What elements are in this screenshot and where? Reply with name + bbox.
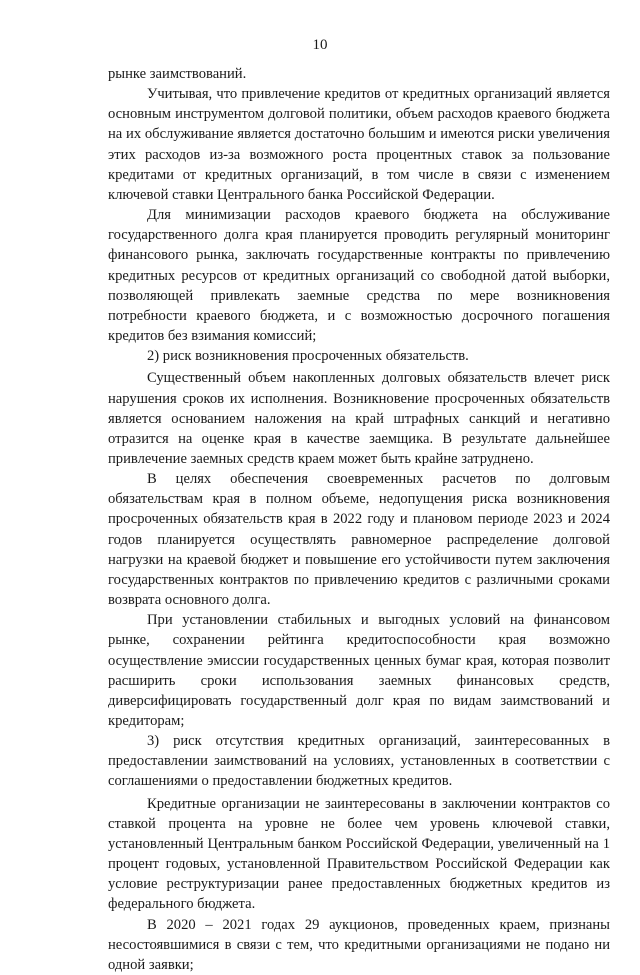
- paragraph-credit-organizations: Кредитные организации не заинтересованы в заключении контрактов со ставкой процента на уровне не более чем уровень ключевой ставки, установленный Центральным банком Российской Федерации, увеличенный на 1 процент годовых, установленной Правительством Российской Федерации как условие реструктуризации ранее предоставленных бюджетных кредитов из федерального бюджета.: [108, 795, 610, 913]
- paragraph-cost-minimization: Для минимизации расходов краевого бюджета на обслуживание государственного долга края планируется проводить регулярный мониторинг финансового рынка, заключать государственные контракты по привлечению кредитных ресурсов от кредитных организаций со свободной датой выборки, позволяющей привлекать заемные средства по мере возникновения потребности краевого бюджета, и с возможностью досрочного погашения кредитов без взимания комиссий;: [108, 207, 610, 345]
- paragraph-continuation: рынке заимствований.: [108, 66, 247, 82]
- risk-item-3-heading: 3) риск отсутствия кредитных организаций, заинтересованных в предоставлении заимствований на условиях, установленных в соответствии с соглашениями о предоставлении бюджетных кредитов.: [108, 733, 610, 790]
- paragraph-interest-rate-risk: Учитывая, что привлечение кредитов от кредитных организаций является основным инструментом долговой политики, объем расходов краевого бюджета на их обслуживание является достаточно большим и имеются риски увеличения этих расходов из-за возможного роста процентных ставок за пользование кредитами от кредитных организаций, в том числе в связи с изменением ключевой ставки Центрального банка Российской Федерации.: [108, 86, 610, 203]
- paragraph-securities-issue: При установлении стабильных и выгодных условий на финансовом рынке, сохранении рейтинга кредитоспособности края возможно осуществление эмиссии государственных ценных бумаг края, которая позволит расширить сроки использования заемных финансовых средств, диверсифицировать государственный долг края по видам заимствований и кредиторам;: [108, 612, 610, 729]
- paragraph-overdue-obligations: Существенный объем накопленных долговых обязательств влечет риск нарушения сроков их исполнения. Возникновение просроченных обязательств является основанием наложения на край штрафных санкций и негативно отразится на оценке края в качестве заемщика. В результате дальнейшее привлечение заемных средств краем может быть крайне затруднено.: [108, 370, 610, 467]
- page-number: 10: [312, 37, 328, 53]
- paragraph-timely-settlements: В целях обеспечения своевременных расчетов по долговым обязательствам края в полном объеме, недопущения риска возникновения просроченных обязательств края в 2022 году и плановом периоде 2023 и 2024 годов планируется осуществлять равномерное распределение долговой нагрузки на краевой бюджет и повышение его устойчивости путем заключения государственных контрактов по привлечению кредитов с различными сроками возврата основного долга.: [108, 471, 610, 609]
- paragraph-auctions: В 2020 – 2021 годах 29 аукционов, проведенных краем, признаны несостоявшимися в связи с тем, что кредитными организациями не подано ни одной заявки;: [108, 916, 610, 973]
- risk-item-2-heading: 2) риск возникновения просроченных обязательств.: [147, 348, 469, 365]
- document-body: [108, 64, 610, 975]
